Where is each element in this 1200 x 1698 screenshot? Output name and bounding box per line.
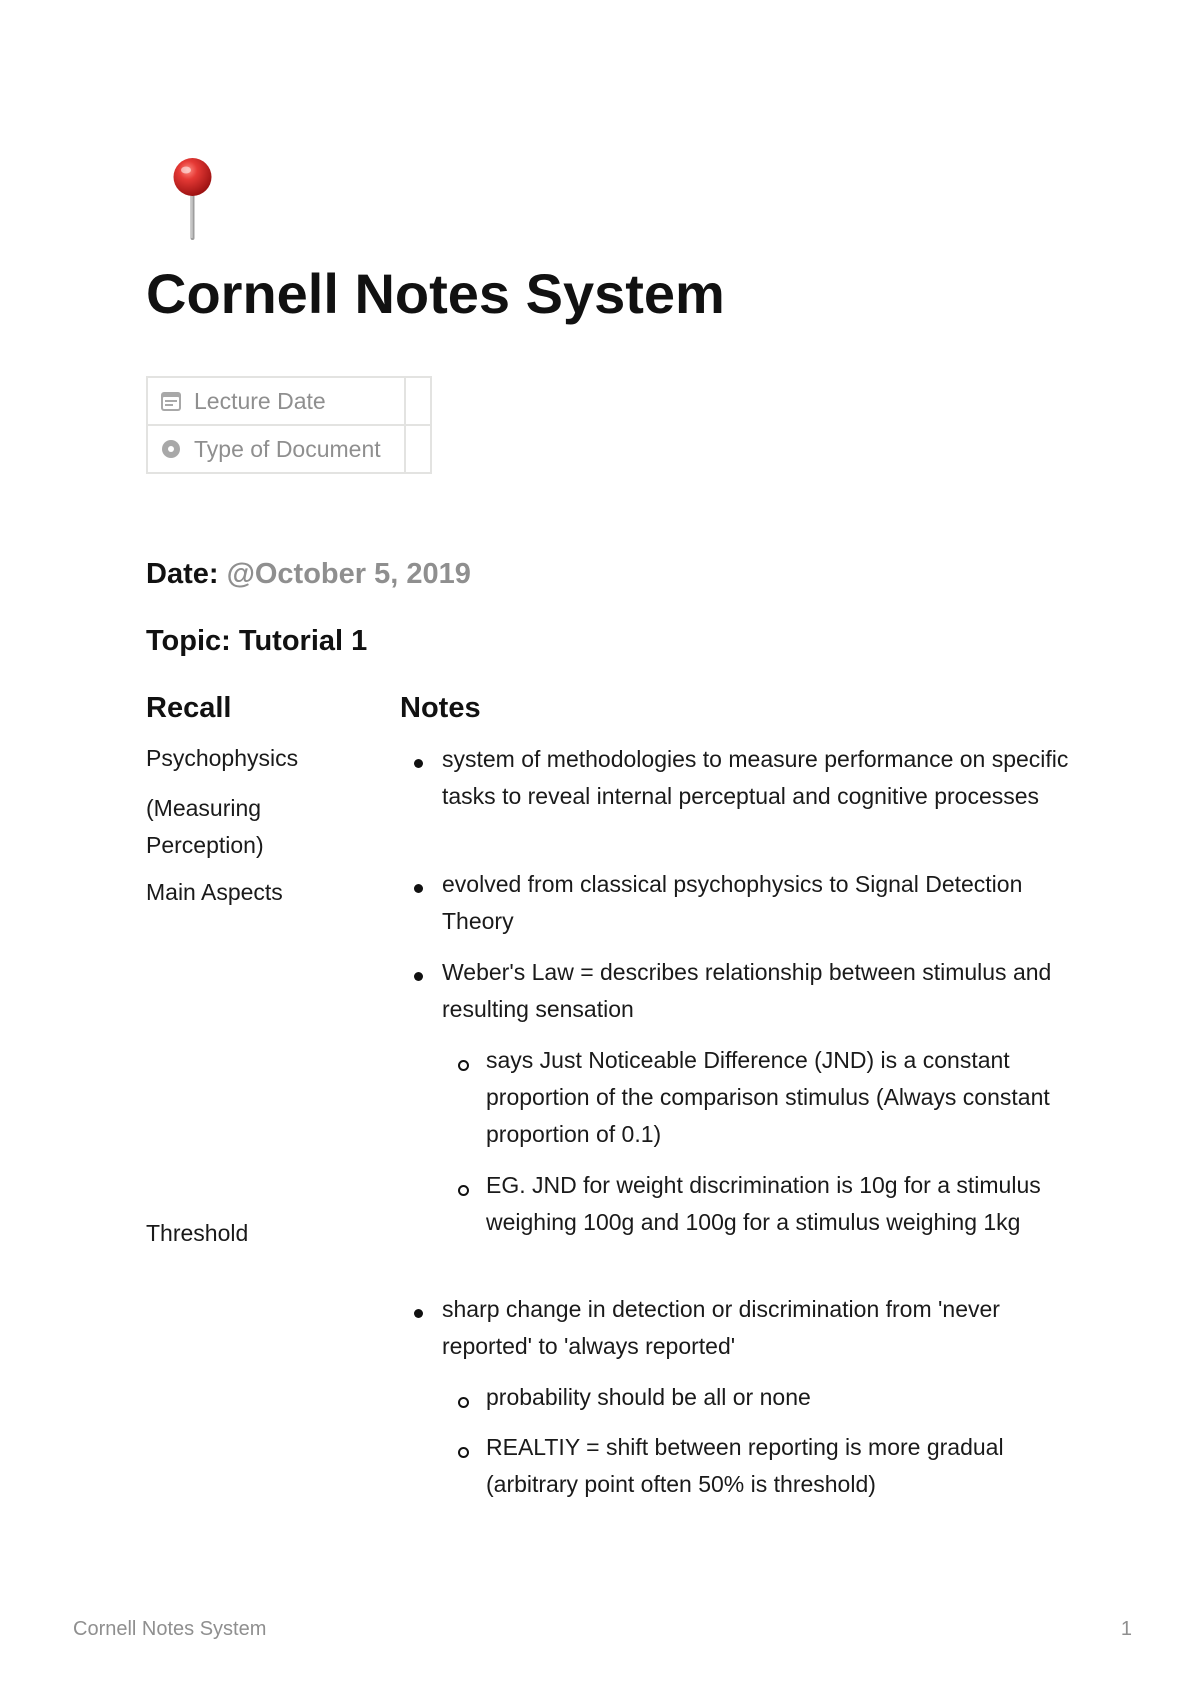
note-item: sharp change in detection or discrimination from 'never reported' to 'always reported': [442, 1296, 1000, 1359]
property-name-cell[interactable]: [147, 425, 405, 473]
select-dot-icon: [160, 438, 182, 460]
property-label: Type of Document: [194, 435, 381, 462]
bullet-ring-icon: [458, 1185, 469, 1196]
bullet-dot-icon: [414, 1309, 423, 1318]
property-label: Lecture Date: [194, 387, 326, 414]
calendar-icon: [160, 390, 182, 412]
note-item: system of methodologies to measure performance on specific tasks to reveal internal perceptual and cognitive processes: [442, 746, 1069, 809]
topic-line: Topic: Tutorial 1: [146, 625, 368, 657]
page-title: Cornell Notes System: [146, 262, 725, 325]
property-name-cell[interactable]: [147, 377, 405, 425]
property-value-cell[interactable]: [405, 377, 431, 425]
footer-title: Cornell Notes System: [73, 1618, 267, 1640]
bullet-dot-icon: [414, 884, 423, 893]
note-item: says Just Noticeable Difference (JND) is a constant proportion of the comparison stimulus (Always constant proportion of 0.1): [486, 1047, 1050, 1147]
property-row-type-of-document[interactable]: [147, 425, 431, 473]
date-mention[interactable]: @October 5, 2019: [226, 558, 471, 590]
recall-item: Psychophysics: [146, 745, 299, 771]
pushpin-icon: [168, 156, 218, 242]
property-row-lecture-date[interactable]: [147, 377, 431, 425]
page-number: 1: [1120, 1618, 1132, 1640]
bullet-dot-icon: [414, 972, 423, 981]
properties-table: [146, 376, 432, 474]
bullet-ring-icon: [458, 1397, 469, 1408]
note-item: Weber's Law = describes relationship between stimulus and resulting sensation: [442, 959, 1052, 1022]
date-label: Date:: [146, 558, 219, 590]
bullet-dot-icon: [414, 759, 423, 768]
date-line: [146, 558, 471, 591]
note-item: probability should be all or none: [486, 1384, 811, 1410]
notes-heading: Notes: [400, 692, 481, 724]
bullet-ring-icon: [458, 1447, 469, 1458]
recall-item: Threshold: [146, 1220, 249, 1246]
recall-item: Main Aspects: [146, 879, 283, 905]
recall-heading: Recall: [146, 692, 232, 724]
property-value-cell[interactable]: [405, 425, 431, 473]
note-item: evolved from classical psychophysics to Signal Detection Theory: [442, 871, 1023, 934]
note-item: REALTIY = shift between reporting is more gradual (arbitrary point often 50% is threshold): [486, 1434, 1004, 1497]
bullet-ring-icon: [458, 1060, 469, 1071]
recall-item: (Measuring Perception): [146, 795, 264, 858]
note-item: EG. JND for weight discrimination is 10g for a stimulus weighing 100g and 100g for a stimulus weighing 1kg: [486, 1172, 1041, 1235]
